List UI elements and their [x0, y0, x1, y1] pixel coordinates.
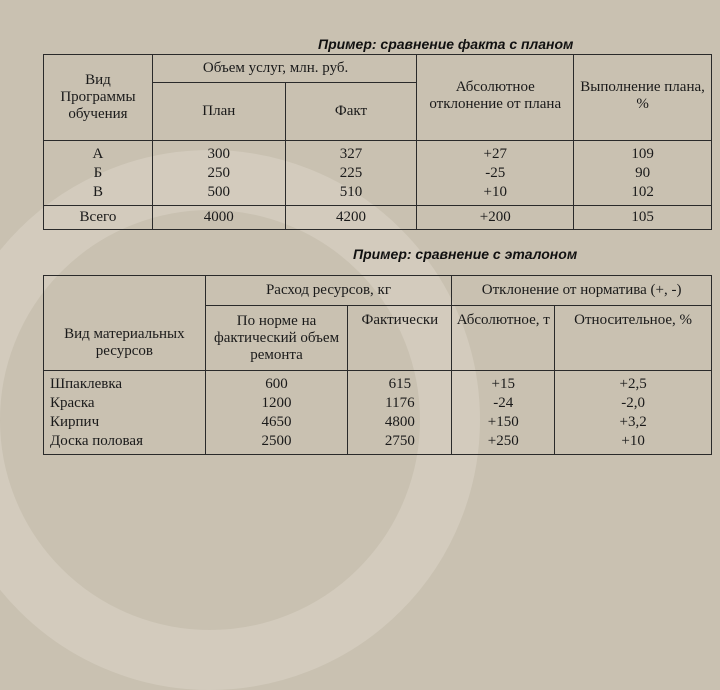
- header-fact: Факт: [285, 83, 417, 141]
- header-by-norm: По норме на фактический объем ремонта: [205, 306, 348, 371]
- header-resource-consumption: Расход ресурсов, кг: [205, 276, 452, 306]
- header-service-volume: Объем услуг, млн. руб.: [152, 55, 416, 83]
- header-actual: Фактически: [348, 306, 452, 371]
- header-absolute: Абсолютное, т: [452, 306, 555, 371]
- abs-deviation-values: +27 -25 +10: [417, 141, 574, 206]
- header-material-type: Вид материальных ресурсов: [44, 276, 206, 371]
- caption-plan-vs-fact: Пример: сравнение факта с планом: [318, 36, 574, 52]
- total-plan-completion: 105: [574, 206, 712, 230]
- header-norm-deviation: Отклонение от норматива (+, -): [452, 276, 712, 306]
- total-fact: 4200: [285, 206, 417, 230]
- actual-values: 615 1176 4800 2750: [348, 371, 452, 455]
- header-relative: Относительное, %: [555, 306, 712, 371]
- total-label: Всего: [44, 206, 153, 230]
- total-plan: 4000: [152, 206, 285, 230]
- program-list: А Б В: [44, 141, 153, 206]
- plan-vs-fact-table: [43, 54, 712, 230]
- header-program-type: Вид Программы обучения: [44, 55, 153, 141]
- header-plan-completion: Выполнение плана, %: [574, 55, 712, 141]
- relative-values: +2,5 -2,0 +3,2 +10: [555, 371, 712, 455]
- norm-values: 600 1200 4650 2500: [205, 371, 348, 455]
- fact-values: 327 225 510: [285, 141, 417, 206]
- plan-values: 300 250 500: [152, 141, 285, 206]
- absolute-values: +15 -24 +150 +250: [452, 371, 555, 455]
- header-abs-deviation: Абсолютное отклонение от плана: [417, 55, 574, 141]
- total-abs-deviation: +200: [417, 206, 574, 230]
- material-names: Шпаклевка Краска Кирпич Доска половая: [44, 371, 206, 455]
- resource-consumption-table: [43, 275, 712, 455]
- caption-vs-standard: Пример: сравнение с эталоном: [353, 246, 578, 262]
- plan-completion-values: 109 90 102: [574, 141, 712, 206]
- header-plan: План: [152, 83, 285, 141]
